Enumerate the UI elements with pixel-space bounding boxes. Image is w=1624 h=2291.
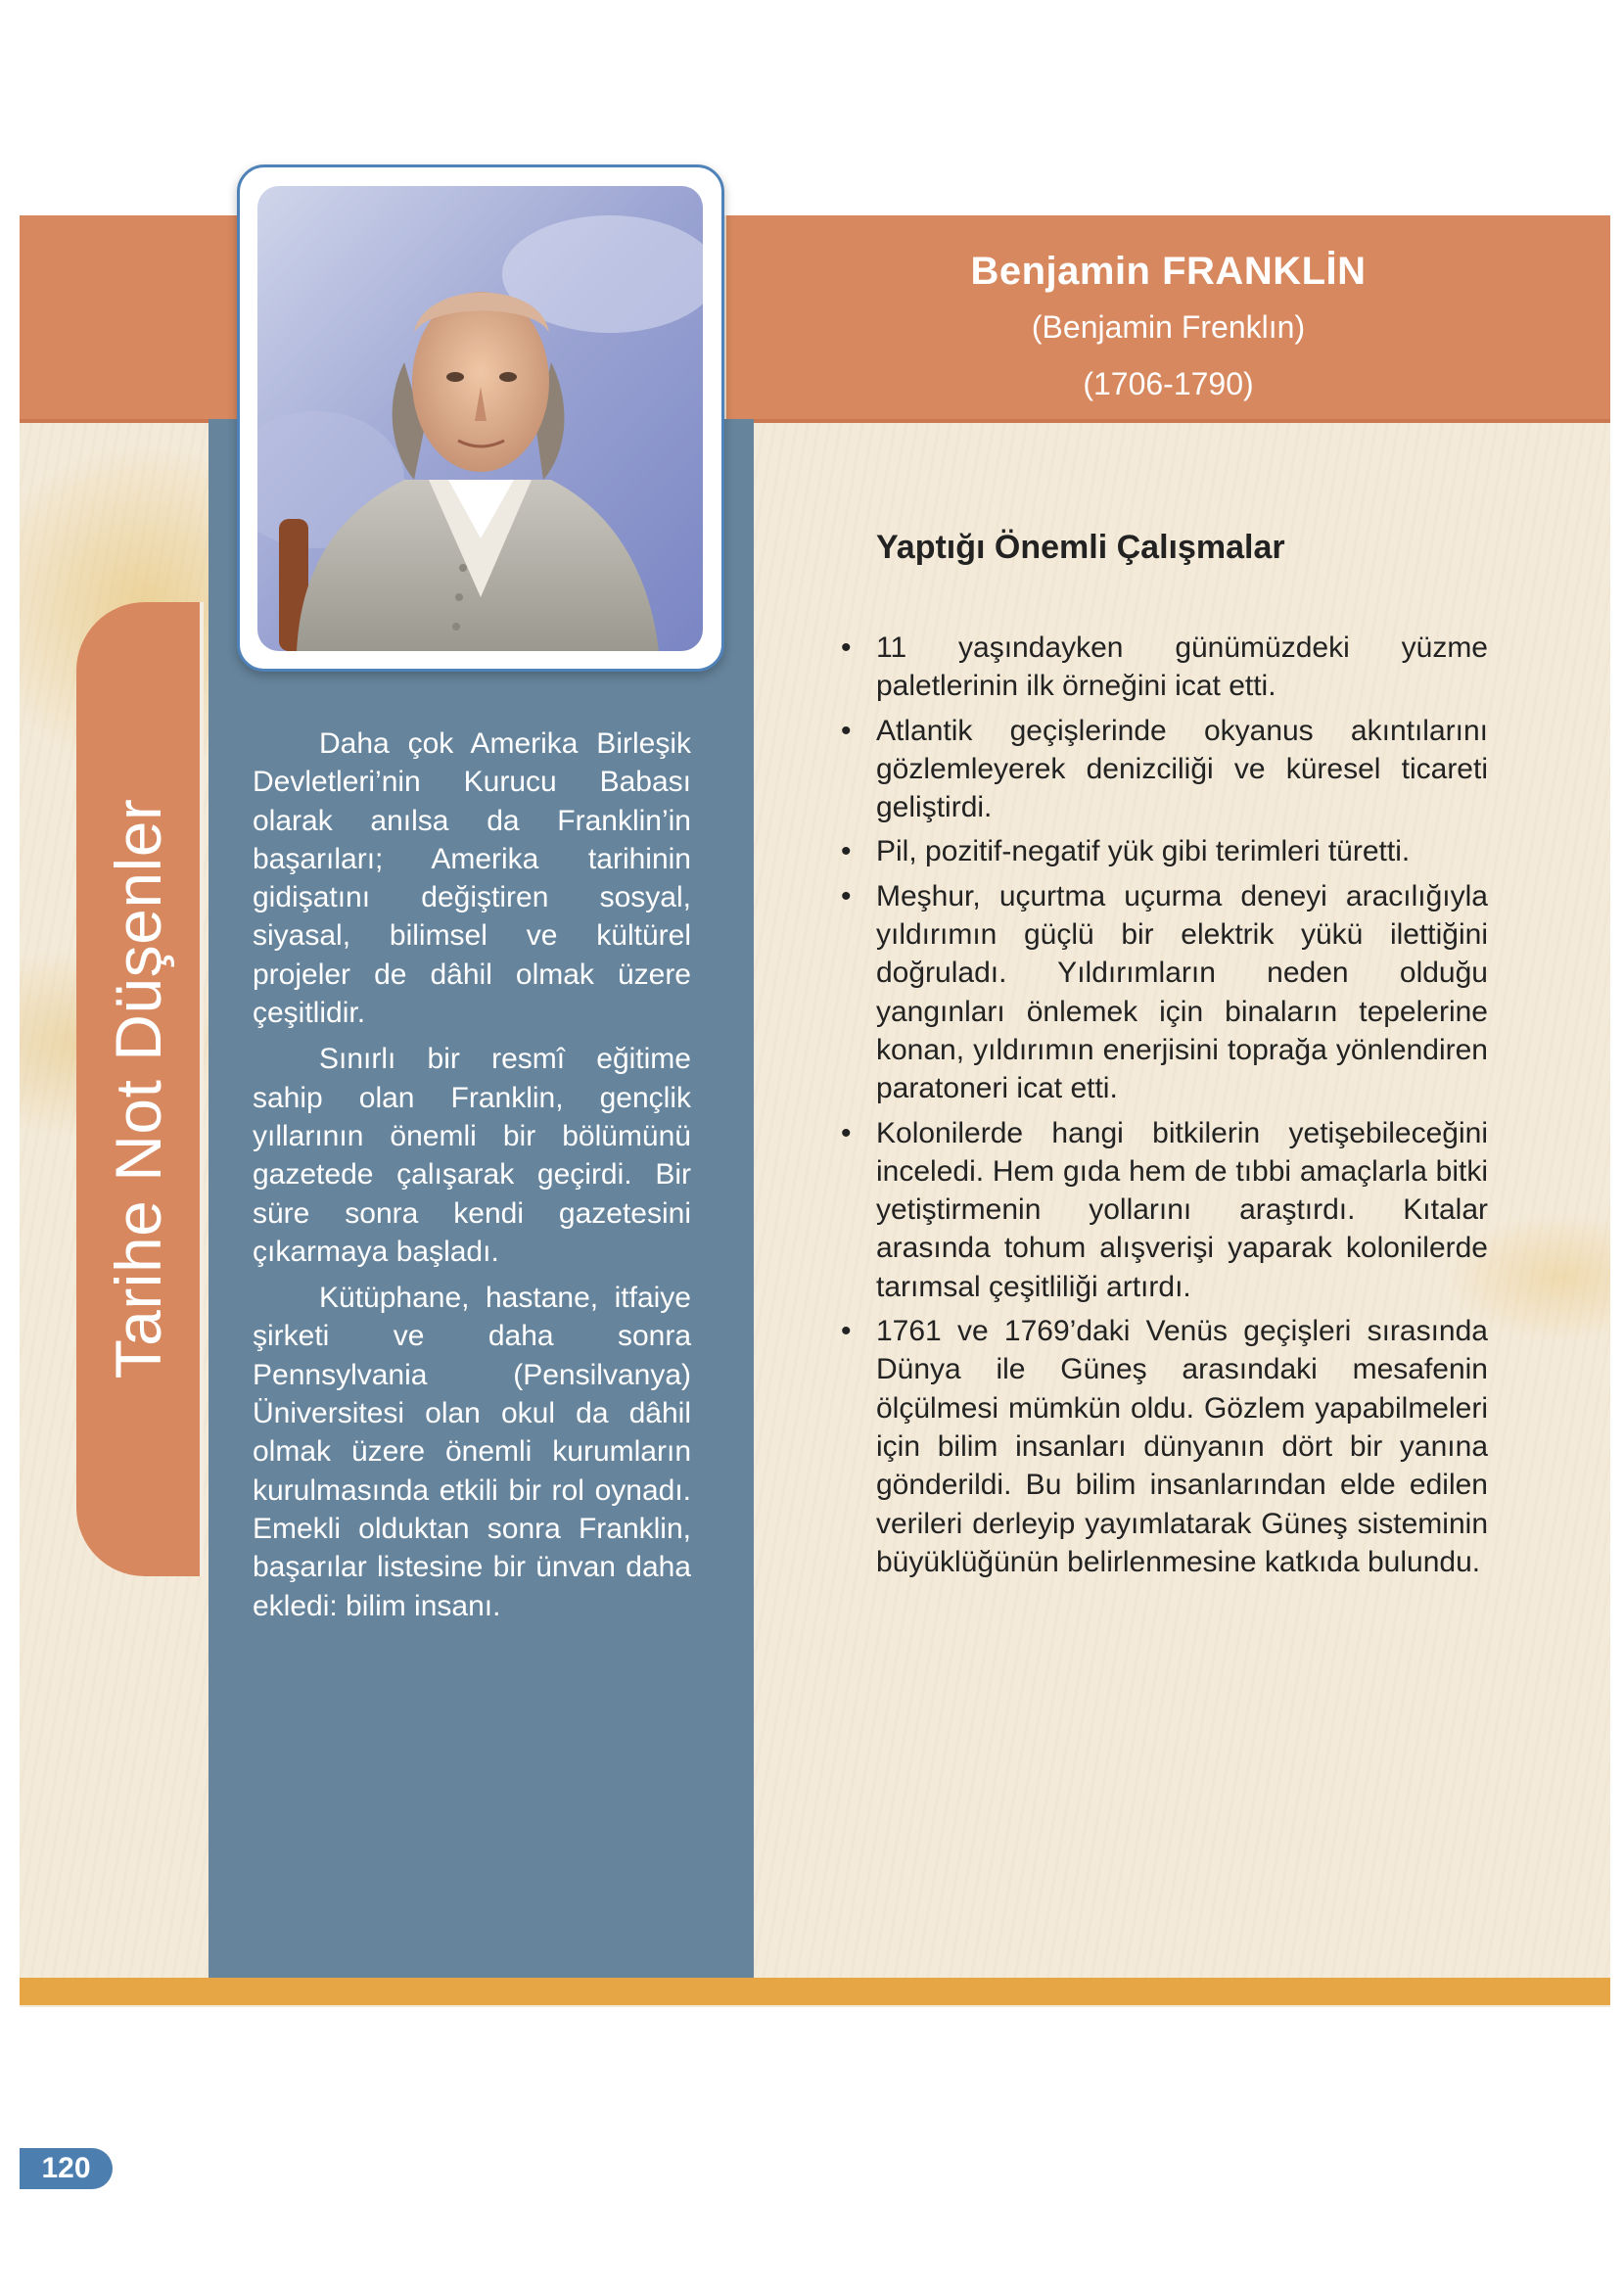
biography-text <box>253 725 691 1633</box>
biography-paragraph: Kütüphane, hastane, itfaiye şirketi ve daha sonra Pennsylvania (Pensilvanya) Üniversitesi olan okul da dâhil olmak üzere önemli kurumların kurulmasında etkili bir rol oynadı. Emekli olduktan sonra Franklin, başarılar listesine bir ünvan daha ekledi: bilim insanı. <box>253 1282 691 1622</box>
works-list <box>837 629 1488 1587</box>
list-item: • 11 yaşındayken günümüzdeki yüzme paletlerinin ilk örneğini icat etti. <box>876 629 1488 706</box>
list-item: • Pil, pozitif-negatif yük gibi terimleri türetti. <box>876 832 1488 870</box>
portrait-image <box>257 186 703 651</box>
header-band-left <box>20 215 238 419</box>
bottom-accent-bar <box>20 1978 1610 2005</box>
biography-paragraph: Daha çok Amerika Birleşik Devletleri’nin Kurucu Babası olarak anılsa da Franklin’in başarıları; Amerika tarihinin gidişatını değiştiren sosyal, siyasal, bilimsel ve kültürel projeler de dâhil olmak üzere çeşitlidir. <box>253 727 691 1030</box>
life-years: (1706-1790) <box>1083 366 1254 401</box>
list-item: • Atlantik geçişlerinde okyanus akıntılarını gözlemleyerek denizciliği ve küresel ticareti geliştirdi. <box>876 712 1488 827</box>
person-name: Benjamin FRANKLİN <box>970 250 1367 293</box>
page-number: 120 <box>20 2148 113 2189</box>
list-item: • Kolonilerde hangi bitkilerin yetişebileceğini inceledi. Hem gıda hem de tıbbi amaçlarla bitki yetiştirmenin yollarını araştırdı. Kıtalar arasında tohum alışverişi yaparak kolonilerde tarımsal çeşitliliği artırdı. <box>876 1114 1488 1306</box>
works-heading: Yaptığı Önemli Çalışmalar <box>876 529 1285 566</box>
tab-divider <box>200 602 204 1576</box>
section-tab-label: Tarihe Not Düşenler <box>102 798 174 1379</box>
biography-paragraph: Sınırlı bir resmî eğitime sahip olan Franklin, gençlik yıllarının önemli bir bölümünü gazetede çalışarak geçirdi. Bir süre sonra kendi gazetesini çıkarmaya başladı. <box>253 1043 691 1268</box>
list-item: • 1761 ve 1769’daki Venüs geçişleri sırasında Dünya ile Güneş arasındaki mesafenin ölçülmesi mümkün oldu. Gözlem yapabilmeleri için bilim insanları dünyanın dört bir yanına gönderildi. Bu bilim insanlarından elde edilen verileri derleyip yayımlatarak Güneş sisteminin büyüklüğünün belirlenmesine katkıda bulundu. <box>876 1312 1488 1581</box>
list-item: • Meşhur, uçurtma uçurma deneyi aracılığıyla yıldırımın güçlü bir elektrik yükü ilettiğini doğruladı. Yıldırımların neden olduğu yangınları önlemek için binaların tepelerine konan, yıldırımın enerjisini toprağa yönlendiren paratoneri icat etti. <box>876 877 1488 1108</box>
name-pronunciation: (Benjamin Frenklın) <box>1031 309 1306 345</box>
